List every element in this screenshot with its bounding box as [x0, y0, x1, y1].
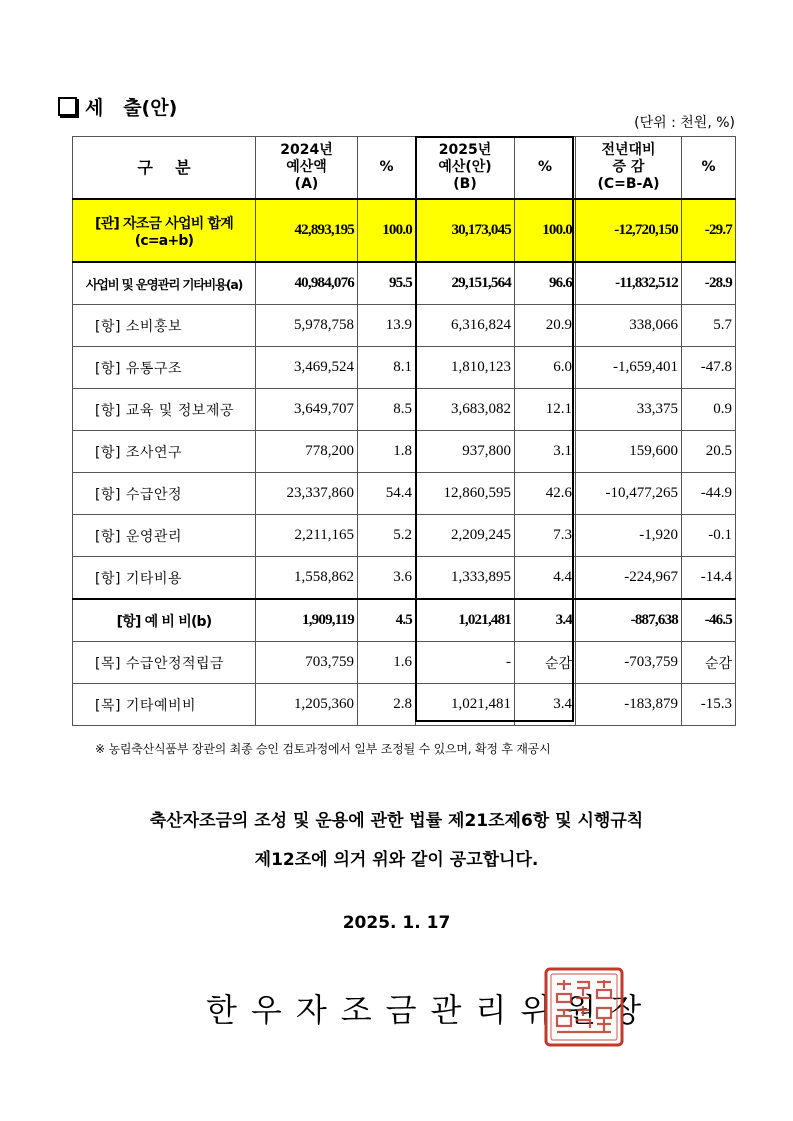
cell-2025: 6,316,824 — [416, 305, 515, 347]
cell-2024-pct: 3.6 — [358, 557, 416, 600]
footnote: ※ 농림축산식품부 장관의 최종 승인 검토과정에서 일부 조정될 수 있으며, 확정 후 재공시 — [95, 742, 551, 756]
cell-2024-pct: 1.8 — [358, 431, 416, 473]
cell-change-pct: 0.9 — [682, 389, 736, 431]
table-row — [73, 389, 736, 431]
cell-2025-pct: 96.6 — [515, 262, 576, 305]
table-row-subtotal-a — [73, 262, 736, 305]
cell-2025: 1,021,481 — [416, 599, 515, 642]
cell-2025: - — [416, 642, 515, 684]
cell-2024: 42,893,195 — [256, 199, 358, 262]
table-row-total — [73, 199, 736, 262]
cell-change: -10,477,265 — [576, 473, 682, 515]
signer-name: 한우자조금관리위원장 — [206, 991, 656, 1029]
cell-2024: 23,337,860 — [256, 473, 358, 515]
cell-2024: 1,909,119 — [256, 599, 358, 642]
cell-2024: 1,205,360 — [256, 684, 358, 726]
cell-2024: 703,759 — [256, 642, 358, 684]
cell-change-pct: -15.3 — [682, 684, 736, 726]
cell-change: -183,879 — [576, 684, 682, 726]
table-row — [73, 347, 736, 389]
cell-change: 33,375 — [576, 389, 682, 431]
cell-2024-pct: 5.2 — [358, 515, 416, 557]
table-row — [73, 557, 736, 600]
cell-2024: 40,984,076 — [256, 262, 358, 305]
cell-change-pct: -28.9 — [682, 262, 736, 305]
cell-2025-pct: 3.1 — [515, 431, 576, 473]
row-label: [항] 교육 및 정보제공 — [73, 389, 256, 431]
cell-2025-pct: 100.0 — [515, 199, 576, 262]
statement-line-1: 축산자조금의 조성 및 운용에 관한 법률 제21조제6항 및 시행규칙 — [149, 811, 644, 831]
cell-2024-pct: 100.0 — [358, 199, 416, 262]
cell-change: -887,638 — [576, 599, 682, 642]
cell-2024-pct: 13.9 — [358, 305, 416, 347]
cell-2024-pct: 8.1 — [358, 347, 416, 389]
cell-2024-pct: 54.4 — [358, 473, 416, 515]
cell-2025: 29,151,564 — [416, 262, 515, 305]
cell-2025-pct: 42.6 — [515, 473, 576, 515]
cell-2025-pct: 6.0 — [515, 347, 576, 389]
cell-change: 159,600 — [576, 431, 682, 473]
cell-2025-pct: 12.1 — [515, 389, 576, 431]
table-row — [73, 642, 736, 684]
row-label: [항] 수급안정 — [73, 473, 256, 515]
cell-2024-pct: 1.6 — [358, 642, 416, 684]
statement-line-2: 제12조에 의거 위와 같이 공고합니다. — [254, 850, 539, 870]
cell-2024-pct: 8.5 — [358, 389, 416, 431]
cell-2025-pct: 4.4 — [515, 557, 576, 600]
cell-2025: 937,800 — [416, 431, 515, 473]
cell-2024: 3,469,524 — [256, 347, 358, 389]
announcement-date: 2025. 1. 17 — [342, 913, 451, 933]
table-row — [73, 431, 736, 473]
cell-change-pct: 20.5 — [682, 431, 736, 473]
cell-change: 338,066 — [576, 305, 682, 347]
cell-2024: 778,200 — [256, 431, 358, 473]
cell-2024: 2,211,165 — [256, 515, 358, 557]
cell-2025: 3,683,082 — [416, 389, 515, 431]
cell-2025: 30,173,045 — [416, 199, 515, 262]
cell-2025-pct: 3.4 — [515, 599, 576, 642]
header-2025-pct: % — [515, 137, 576, 200]
row-label: [관] 자조금 사업비 합계 (c=a+b) — [73, 199, 256, 262]
cell-2025: 12,860,595 — [416, 473, 515, 515]
header-change-pct: % — [682, 137, 736, 200]
cell-2024: 3,649,707 — [256, 389, 358, 431]
cell-2025-pct: 순감 — [515, 642, 576, 684]
cell-change-pct: 5.7 — [682, 305, 736, 347]
table-row — [73, 473, 736, 515]
table-row — [73, 515, 736, 557]
cell-change: -703,759 — [576, 642, 682, 684]
cell-change-pct: -29.7 — [682, 199, 736, 262]
cell-2025-pct: 7.3 — [515, 515, 576, 557]
cell-change-pct: -46.5 — [682, 599, 736, 642]
row-label: [항] 소비홍보 — [73, 305, 256, 347]
table-header-row — [73, 137, 736, 200]
row-label: [항] 예 비 비(b) — [73, 599, 256, 642]
cell-2024-pct: 4.5 — [358, 599, 416, 642]
cell-change: -11,832,512 — [576, 262, 682, 305]
cell-change: -1,920 — [576, 515, 682, 557]
cell-2024-pct: 95.5 — [358, 262, 416, 305]
cell-change-pct: -14.4 — [682, 557, 736, 600]
header-2024-pct: % — [358, 137, 416, 200]
table-row-subtotal-b — [73, 599, 736, 642]
row-label: [항] 유통구조 — [73, 347, 256, 389]
cell-change-pct: 순감 — [682, 642, 736, 684]
header-2024: 2024년 예산액 (A) — [256, 137, 358, 200]
header-change: 전년대비 증 감 (C=B-A) — [576, 137, 682, 200]
cell-2025: 1,021,481 — [416, 684, 515, 726]
section-title-text: 세 출(안) — [85, 97, 178, 119]
cell-change-pct: -47.8 — [682, 347, 736, 389]
cell-2025: 1,810,123 — [416, 347, 515, 389]
official-seal-icon — [543, 966, 625, 1048]
table-row — [73, 684, 736, 726]
header-2025: 2025년 예산(안) (B) — [416, 137, 515, 200]
cell-change: -224,967 — [576, 557, 682, 600]
row-label: [목] 수급안정적립금 — [73, 642, 256, 684]
cell-change: -12,720,150 — [576, 199, 682, 262]
cell-change: -1,659,401 — [576, 347, 682, 389]
cell-2025: 1,333,895 — [416, 557, 515, 600]
header-category: 구 분 — [73, 137, 256, 200]
row-label: [항] 운영관리 — [73, 515, 256, 557]
table-row — [73, 305, 736, 347]
cell-2025-pct: 3.4 — [515, 684, 576, 726]
budget-table — [72, 136, 736, 726]
cell-change-pct: -44.9 — [682, 473, 736, 515]
row-label: [항] 기타비용 — [73, 557, 256, 600]
cell-2024: 1,558,862 — [256, 557, 358, 600]
cell-2025: 2,209,245 — [416, 515, 515, 557]
row-label: 사업비 및 운영관리 기타비용(a) — [73, 262, 256, 305]
cell-2024-pct: 2.8 — [358, 684, 416, 726]
unit-note: (단위 : 천원, %) — [634, 115, 735, 131]
row-label: [항] 조사연구 — [73, 431, 256, 473]
cell-2024: 5,978,758 — [256, 305, 358, 347]
cell-change-pct: -0.1 — [682, 515, 736, 557]
row-label: [목] 기타예비비 — [73, 684, 256, 726]
section-title — [58, 93, 177, 120]
cell-2025-pct: 20.9 — [515, 305, 576, 347]
checkbox-square-icon — [58, 97, 77, 116]
